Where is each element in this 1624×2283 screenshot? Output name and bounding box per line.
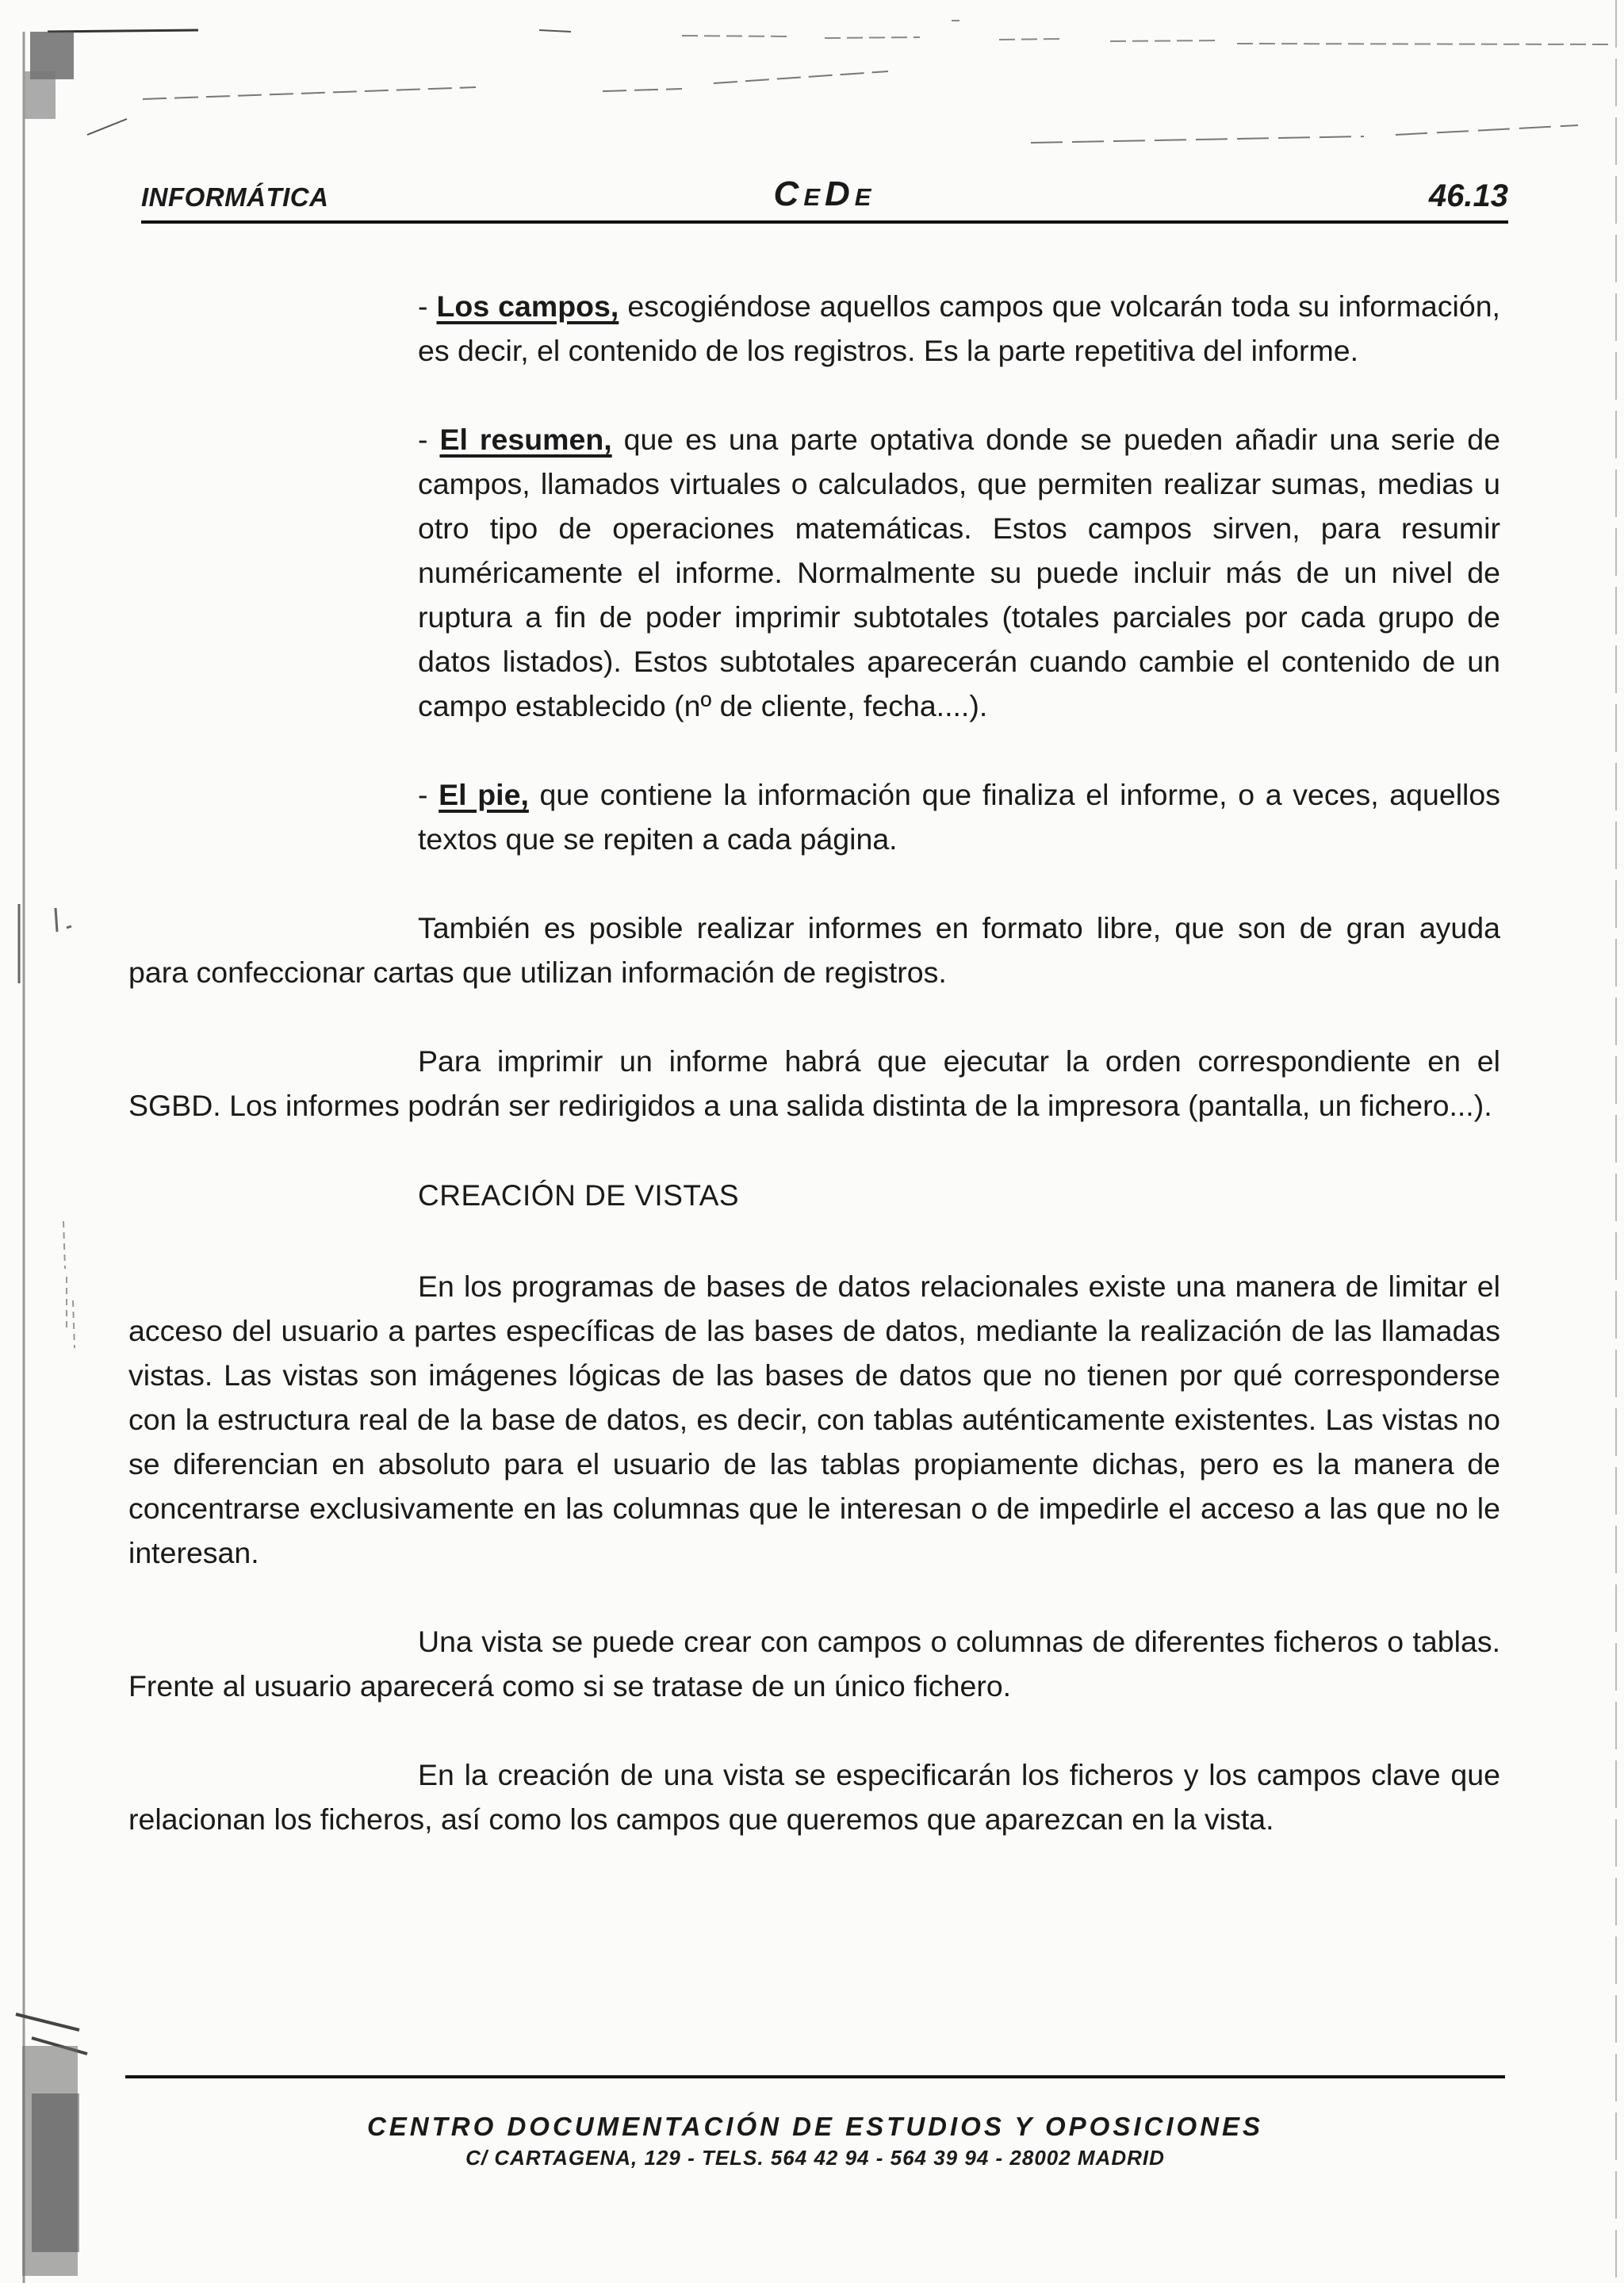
term-resumen: El resumen,: [439, 423, 612, 456]
paragraph-imprimir: Para imprimir un informe habrá que ejecutar la orden correspondiente en el SGBD. Los informes podrán ser redirigidos a una salida distinta de la impresora (pantalla, un fichero...).: [128, 1044, 1500, 1122]
paragraph-vistas-2: Una vista se puede crear con campos o columnas de diferentes ficheros o tablas. Frente al usuario aparecerá como si se tratase de un único fichero.: [128, 1625, 1500, 1703]
term-campos: Los campos,: [436, 289, 619, 323]
list-item-campos: - Los campos, escogiéndose aquellos campos que volcarán toda su información, es decir, el contenido de los registros. Es la parte repetitiva del informe.: [418, 289, 1500, 367]
scan-artifacts-right: [1592, 0, 1624, 2283]
list-item-pie: - El pie, que contiene la información que finaliza el informe, o a veces, aquellos textos que se repiten a cada página.: [418, 778, 1500, 856]
scan-artifacts-top: [0, 0, 1624, 159]
paragraph-vistas-1: En los programas de bases de datos relacionales existe una manera de limitar el acceso del usuario a partes específicas de las bases de datos, mediante la realización de las llamadas vistas. Las vistas son imágenes lógicas de las bases de datos que no tienen por qué corresponderse con la estructura real de la base de datos, es decir, con tablas auténticamente existentes. Las vistas no se diferencian en absoluto para el usuario de las tablas propiamente dichas, pero es la manera de concentrarse exclusivamente en las columnas que le interesan o de impedirle el acceso a las que no le interesan.: [128, 1270, 1500, 1569]
footer-divider: [125, 2075, 1505, 2078]
footer-institution: CENTRO DOCUMENTACIÓN DE ESTUDIOS Y OPOSICIONES: [366, 2112, 1264, 2141]
page-footer: [125, 2109, 1505, 2171]
text-pie: que contiene la información que finaliza el informe, o a veces, aquellos textos que se repiten a cada página.: [418, 778, 1500, 856]
footer-address: C/ CARTAGENA, 129 - TELS. 564 42 94 - 564 39 94 - 28002 MADRID: [465, 2146, 1165, 2170]
header-section: INFORMÁTICA: [141, 182, 329, 212]
text-campos: escogiéndose aquellos campos que volcarán toda su información, es decir, el contenido de los registros. Es la parte repetitiva del informe.: [418, 289, 1500, 367]
list-item-resumen: - El resumen, que es una parte optativa donde se pueden añadir una serie de campos, llamados virtuales o calculados, que permiten realizar sumas, medias u otro tipo de operaciones matemáticas. Estos campos sirven, para resumir numéricamente el informe. Normalmente su puede incluir más de un nivel de ruptura a fin de poder imprimir subtotales (totales parciales por cada grupo de datos listados). Estos subtotales aparecerán cuando cambie el contenido de un campo establecido (nº de cliente, fecha....).: [418, 423, 1500, 722]
header-publisher: CeDe: [773, 174, 876, 213]
page-body: [128, 284, 1500, 1841]
scan-artifacts-left: [0, 0, 95, 2283]
paragraph-vistas-3: En la creación de una vista se especificarán los ficheros y los campos clave que relacionan los ficheros, así como los campos que queremos que aparezcan en la vista.: [128, 1758, 1500, 1836]
text-resumen: que es una parte optativa donde se pueden añadir una serie de campos, llamados virtuales o calculados, que permiten realizar sumas, medias u otro tipo de operaciones matemáticas. Estos campos sirven, para resumir numéricamente el informe. Normalmente su puede incluir más de un nivel de ruptura a fin de poder imprimir subtotales (totales parciales por cada grupo de datos listados). Estos subtotales aparecerán cuando cambie el contenido de un campo establecido (nº de cliente, fecha....).: [418, 423, 1500, 722]
paragraph-formato-libre: También es posible realizar informes en formato libre, que son de gran ayuda para confeccionar cartas que utilizan información de registros.: [128, 911, 1500, 989]
page-header: [141, 173, 1508, 224]
term-pie: El pie,: [439, 778, 529, 811]
header-page-number: 46.13: [1428, 178, 1508, 213]
section-heading: CREACIÓN DE VISTAS: [418, 1179, 740, 1212]
